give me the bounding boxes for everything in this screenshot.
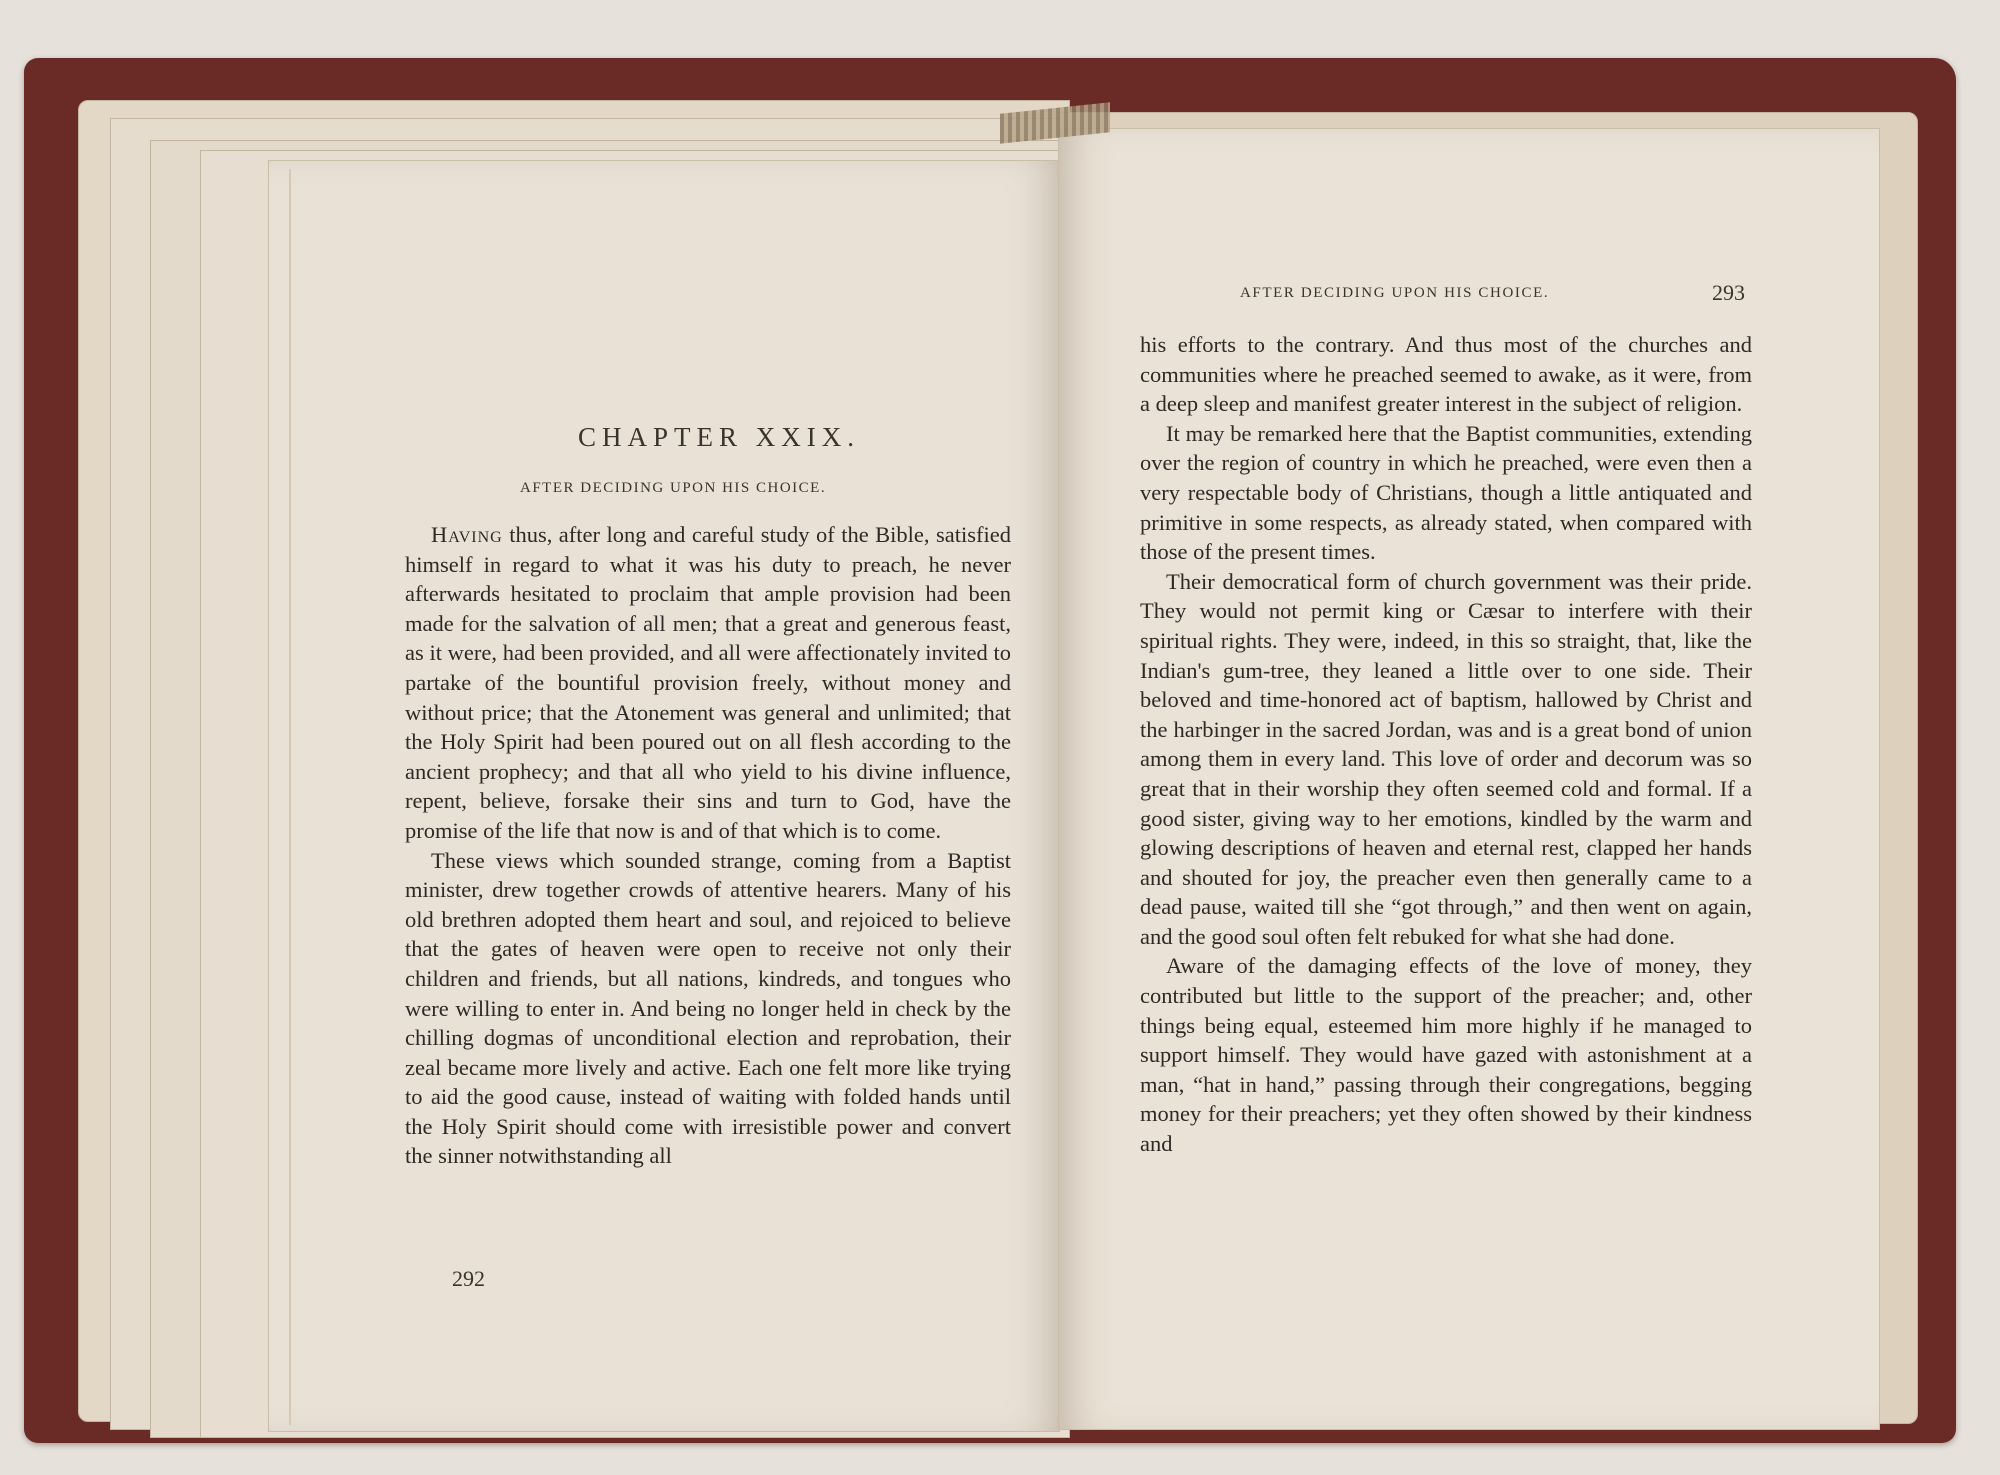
left-paragraph-1-text: thus, after long and careful study of the Bible, satisfied himself in regard to what it was his duty to preach, he never afterwards hesitated to proclaim that ample provision had been made for the salvation of all men; that a great and generous feast, as it were, had been provided, and all were affectionately invited to partake of the bountiful provision freely, without money and without price; that the Atonement was general and unlimited; that the Holy Spirit had been poured out on all flesh according to the ancient prophecy; and that all who yield to his divine influence, repent, believe, forsake their sins and turn to God, have the promise of the life that now is and of that which is to come. [405, 522, 1011, 843]
right-page-body [1140, 330, 1752, 1159]
chapter-subtitle: AFTER DECIDING UPON HIS CHOICE. [520, 480, 827, 496]
chapter-title: CHAPTER XXIX. [578, 422, 861, 452]
right-paragraph-1: his efforts to the contrary. And thus most of the churches and communities where he preached seemed to awake, as it were, from a deep sleep and manifest greater interest in the subject of religion. [1140, 332, 1752, 417]
right-paragraph-4: Aware of the damaging effects of the love of money, they contributed but little to the support of the preacher; and, other things being equal, esteemed him more highly if he managed to support himself. They would have gazed with astonishment at a man, “hat in hand,” passing through their congregations, begging money for their preachers; yet they often showed by their kindness and [1140, 953, 1752, 1157]
right-paragraph-2: It may be remarked here that the Baptist communities, extending over the region of country in which he preached, were even then a very respectable body of Christians, though a little antiquated and primitive in some respects, as already stated, when compared with those of the present times. [1140, 420, 1752, 565]
left-page-number: 292 [452, 1266, 485, 1291]
right-page-number: 293 [1712, 280, 1745, 305]
right-paragraph-3: Their democratical form of church government was their pride. They would not permit king or Cæsar to interfere with their spiritual rights. They were, indeed, in this so straight, that, like the Indian's gum-tree, they leaned a little over to one side. Their beloved and time-honored act of baptism, hallowed by Christ and the harbinger in the sacred Jordan, was and is a great bond of union among them in every land. This love of order and decorum was so great that in their worship they often seemed cold and formal. If a good sister, giving way to her emotions, kindled by the warm and glowing descriptions of heaven and eternal rest, clapped her hands and shouted for joy, the preacher even then generally came to a dead pause, waited till she “got through,” and then went on again, and the good soul often felt rebuked for what she had done. [1140, 568, 1752, 949]
left-page-body [405, 520, 1011, 1171]
running-head: AFTER DECIDING UPON HIS CHOICE. [1240, 285, 1550, 301]
dropword: Having [431, 522, 503, 547]
left-paragraph-1 [405, 520, 1011, 846]
left-paragraph-2: These views which sounded strange, coming from a Baptist minister, drew together crowds of attentive hearers. Many of his old brethren adopted them heart and soul, and rejoiced to believe that the gates of heaven were open to receive not only their children and friends, but all nations, kindreds, and tongues who were willing to enter in. And being no longer held in check by the chilling dogmas of unconditional election and reprobation, their zeal became more lively and active. Each one felt more like trying to aid the good cause, instead of waiting with folded hands until the Holy Spirit should come with irresistible power and convert the sinner notwithstanding all [405, 847, 1011, 1169]
